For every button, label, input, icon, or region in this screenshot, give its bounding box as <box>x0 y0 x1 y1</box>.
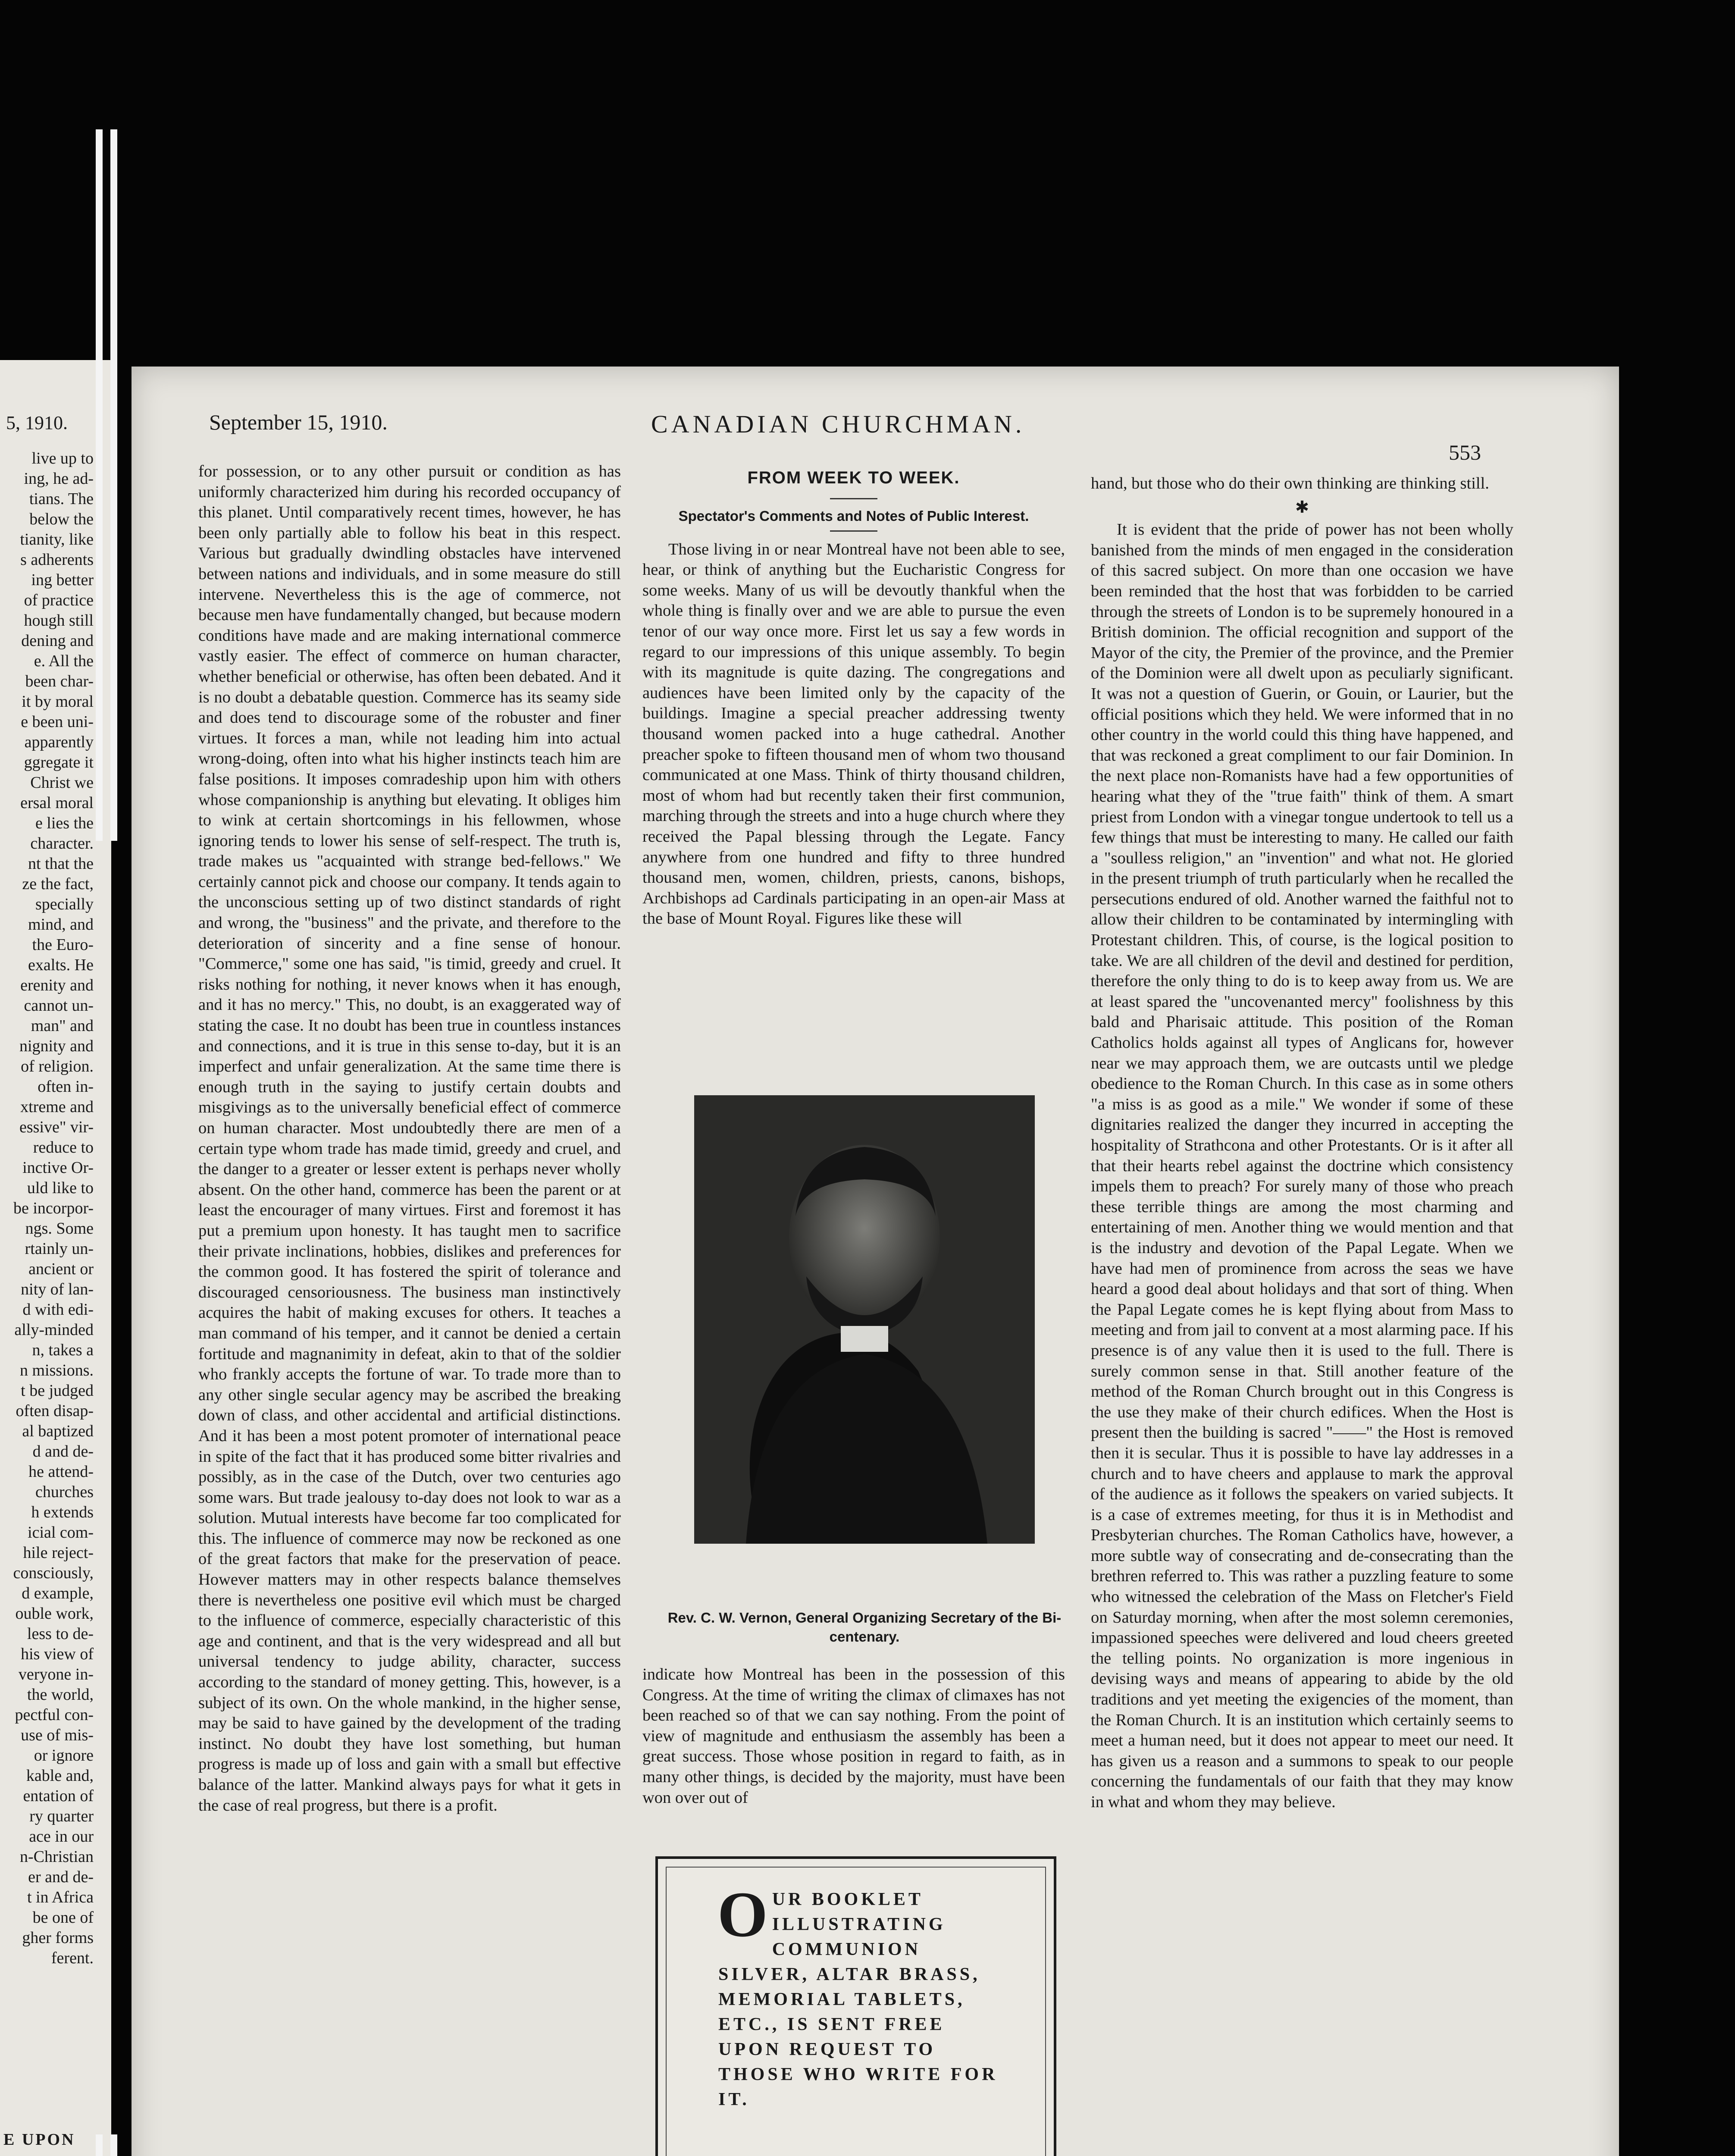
previous-page-line: be one of <box>32 1908 94 1927</box>
previous-page-line: gher forms <box>22 1929 94 1947</box>
previous-page-line: nignity and <box>19 1037 94 1055</box>
previous-page-line: kable and, <box>26 1767 94 1785</box>
previous-page-line: veryone in- <box>18 1665 94 1683</box>
portrait-photo <box>694 1095 1035 1544</box>
article-column-right <box>1091 473 1513 1813</box>
previous-page-line: n-Christian <box>20 1848 94 1866</box>
article-column-center <box>642 468 1065 929</box>
article-paragraph: Those living in or near Montreal have not been able to see, hear, or think of anything but the Eucharistic Congress for some weeks. Many of us will be devoutly thankful when the whole thing is finally over and we are able to pursue the even tenor of our way once more. First let us say a few words in regard to our impressions of this unique assembly. To begin with its magnitude is quite dazing. The congregations and audiences have been limited only by the capacity of the buildings. Imagine a special preacher addressing twenty thousand women packed into a huge cathedral. Another preacher spoke to fifteen thousand men of whom two thousand communicated at one Mass. Think of thirty thousand children, most of whom had but recently taken their first communion, marching through the streets and into a huge church where they received the Papal blessing through the Legate. Fancy anywhere from one hundred and fifty to three hundred thousand men, women, children, priests, canons, bishops, Archbishops ad Cardinals participating in an open-air Mass at the base of Mount Royal. Figures like these will <box>642 540 1065 928</box>
previous-page-line: often disap- <box>16 1402 94 1420</box>
previous-page-line: churches <box>35 1483 94 1501</box>
portrait-illustration <box>694 1095 1035 1544</box>
previous-page-line: cannot un- <box>24 997 94 1015</box>
previous-page-line: man" and <box>31 1017 94 1035</box>
article-paragraph: for possession, or to any other pursuit or condition as has uniformly characterized him during his recorded occupancy of this planet. Until comparatively recent times, however, he has been only partially able to follow his beat in this respect. Various but gradually dwindling obstacles have intervened between nations and individuals, and in some measure do still intervene. Nevertheless this is the age of commerce, not because men have fundamentally changed, but because modern conditions have made and are making international commerce vastly easier. The effect of commerce on human character, whether beneficial or otherwise, has often been debated. And it is no doubt a debatable question. Commerce has its seamy side and does tend to discourage some of the robuster and finer virtues. It forces a man, while not leading him into actual wrong-doing, often into what his higher instincts teach him are false positions. It imposes comradeship upon him with others whose companionship is anything but elevating. It obliges him to wink at certain shortcomings in his fellowmen, whose ignoring tends to lower his sense of self-respect. The truth is, trade makes us "acquainted with strange bed-fellows." We certainly cannot pick and choose our company. It tends again to the unconscious setting up of two distinct standards of right and wrong, the "business" and the private, and therefore to the deterioration of sincerity and a fine sense of honour. "Commerce," some one has said, "is timid, greedy and cruel. It risks nothing for nothing, it never knows when it has enough, and it has no mercy." This, no doubt, is an exaggerated way of stating the case. It no doubt has been true in countless instances and connections, and it is true in this sense to-day, but it is an imperfect and unfair generalization. At the same time there is enough truth in the saying to justify certain doubts and misgivings as to the universally beneficial effect of commerce on human character. Most undoubtedly there are men of a certain type whom trade has made timid, greedy and cruel, and the danger to a greater or lesser extent is perhaps never wholly absent. On the other hand, commerce has been the parent or at least the encourager of many virtues. First and foremost it has put a premium upon honesty. It has taught men to sacrifice their private inclinations, hobbies, dislikes and preferences for the common good. It has fostered the spirit of tolerance and discouraged censoriousness. The business man instinctively acquires the habit of making excuses for others. It teaches a man command of his temper, and it cannot be denied a certain fortitude and magnanimity in defeat, akin to that of the soldier who frankly accepts the fortune of war. To trade more than to any other single secular agency may be ascribed the breaking down of class, and other accidental and artificial distinctions. And it has been a most potent promoter of international peace in spite of the fact that it has produced some bitter rivalries and possibly, as in the case of the Dutch, over two centuries ago some wars. But trade jealousy to-day does not look to war as a solution. Mutual interests have become far too complicated for this. The influence of commerce may now be reckoned as one of the great factors that make for the preservation of peace. However matters may in other respects balance themselves there is nevertheless one positive evil which must be charged to the influence of commerce, especially characteristic of this age and continent, and that is the very widespread and all but universal tendency to judge ability, character, success according to the standard of money getting. This, however, is a subject of its own. On the whole mankind, in the higher sense, may be said to have gained by the development of the trading instinct. No doubt they have lost something, but human progress is made up of loss and gain with a small but effective balance of the latter. Mankind always pays for what it gets in the case of real progress, but there is a profit. <box>198 462 621 1814</box>
previous-page-line: pectful con- <box>15 1706 94 1724</box>
binding-strip <box>96 129 103 841</box>
page-number: 553 <box>1449 440 1481 464</box>
previous-page-line: n missions. <box>19 1361 94 1379</box>
previous-page-line: d example, <box>22 1584 94 1602</box>
previous-page-line: ggregate it <box>24 753 94 771</box>
previous-page-line: below the <box>29 510 94 528</box>
previous-page-line: essive" vir- <box>19 1118 94 1136</box>
article-paragraph: It is evident that the pride of power has not been wholly banished from the minds of men engaged in the consideration of this sacred subject. On more than one occasion we have been reminded that the host that was forbidden to be carried through the streets of London is to be supremely honoured in a British dominion. The official recognition and support of the Mayor of the city, the Premier of the province, and the Premier of the Dominion were all dwelt upon as peculiarly significant. It was not a question of Guerin, or Gouin, or Laurier, but the official positions which they held. We were informed that in no other country in the world could this thing have happened, and that was reckoned a great compliment to our fair Dominion. In the next place non-Romanists have had a few opportunities of hearing what they of the "true faith" think of them. A smart priest from London with a vinegar tongue undertook to tell us a few things that must be interesting to many. He called our faith a "soulless religion," an "invention" and what not. He gloried in the present triumph of truth particularly when he recalled the persecutions endured of old. Another warned the faithful not to allow their children to be contaminated by intermingling with Protestant children. This, of course, is the logical position to take. We are all children of the devil and destined for perdition, therefore the only thing to do is to keep away from us. We are at least spared the "uncovenanted mercy" foolishness by this bald and Pharisaic attitude. This position of the Roman Catholics holds against all types of Anglicans for, however near we may approach them, we are outcasts until we pledge obedience to the Roman Church. In this case as in some others "a miss is as good as a mile." We wonder if some of these dignitaries realized the danger they incurred in accepting the hospitality of Strathcona and other Protestants. Or is it after all that their hearts rebel against the doctrine which consistency impels them to preach? For surely many of those who preach these terrible things are among the most charming and entertaining of men. Another thing we would mention and that is the industry and devotion of the Papal Legate. When we have had men of prominence from across the seas we have heard a good deal about holidays and that sort of thing. When the Papal Legate comes he is kept flying about from Mass to meeting and from jail to convent at a most alarming pace. If his presence is of any value then it is used to the full. There is surely common sense in that. Still another feature of the method of the Roman Church brought out in this Congress is the use they make of their church edifices. When the Host is present then the building is sacred "——" the Host is removed then it is secular. Thus it is possible to have lay addresses in a church and to have cheers and applause to mark the approval of the audience as it follows the speakers on varied subjects. It is a case of extremes meeting, for thus it is in Methodist and Presbyterian churches. The Roman Catholics have, however, a more subtle way of consecrating and de-consecrating than the brethren referred to. This was rather a puzzling feature to some who witnessed the celebration of the Mass on Fletcher's Field on Saturday morning, when after the most solemn ceremonies, impassioned speeches were delivered and loud cheers greeted the telling points. No organization is more ingenious in devising ways and means of appearing to abide by the old traditions and yet meeting the exigencies of the moment, than the Roman Church. It is an institution which certainly seems to meet a human need, but it does not appear to meet our need. It has given us a reason and a summons to speak to our people concerning the fundamentals of our faith that they may know in what and whom they may believe. <box>1091 520 1513 1811</box>
drop-cap: O <box>717 1879 768 1950</box>
previous-page-line: ouble work, <box>15 1604 94 1623</box>
previous-page-line: xtreme and <box>20 1098 94 1116</box>
previous-page-line: t in Africa <box>27 1888 94 1906</box>
previous-page-line: ngs. Some <box>25 1219 94 1238</box>
previous-page-line: often in- <box>38 1078 94 1096</box>
previous-page-line: e lies the <box>35 814 94 832</box>
heading-rule <box>830 530 877 532</box>
previous-page-line: ferent. <box>51 1949 94 1967</box>
binding-strip <box>110 129 117 841</box>
previous-page-line: dening and <box>21 632 94 650</box>
previous-page-fragment <box>0 360 111 2156</box>
previous-page-line: of practice <box>24 591 94 609</box>
column-heading: FROM WEEK TO WEEK. <box>747 468 960 487</box>
previous-page-line: the world, <box>27 1686 94 1704</box>
advertisement-box <box>655 1856 1056 2156</box>
previous-page-line: reduce to <box>33 1138 94 1156</box>
previous-page-column <box>5 448 94 1968</box>
advertisement-body: UR BOOKLET ILLUSTRATING COMMUNION SILVER, ALTAR BRASS, MEMORIAL TABLETS, ETC., IS SENT FREE UPON REQUEST TO THOSE WHO WRITE FOR IT. <box>718 1890 998 2109</box>
previous-page-line: it by moral <box>22 693 94 711</box>
article-column-left <box>198 461 621 1816</box>
previous-page-line: exalts. He <box>28 956 94 974</box>
previous-page-line: hough still <box>24 611 94 630</box>
previous-page-line: the Euro- <box>32 936 94 954</box>
previous-page-line: t be judged <box>21 1382 94 1400</box>
previous-page-line: n, takes a <box>32 1341 94 1359</box>
previous-page-line: character. <box>30 834 94 852</box>
previous-page-line: or ignore <box>34 1746 94 1764</box>
binding-strip <box>96 2134 103 2156</box>
previous-page-line: ace in our <box>29 1827 94 1846</box>
previous-page-line: ancient or <box>28 1260 94 1278</box>
section-break-mark: ✱ <box>1295 498 1309 517</box>
previous-page-line: been char- <box>25 672 94 690</box>
previous-page-line: specially <box>35 895 94 913</box>
previous-page-line: less to de- <box>27 1625 94 1643</box>
previous-page-line: his view of <box>21 1645 94 1663</box>
previous-page-line: be incorpor- <box>13 1199 94 1217</box>
previous-page-line: use of mis- <box>21 1726 94 1744</box>
previous-page-line: rtainly un- <box>25 1240 94 1258</box>
previous-page-line: consciously, <box>13 1564 94 1582</box>
previous-page-line: live up to <box>31 449 94 467</box>
newspaper-page <box>132 367 1619 2156</box>
previous-page-line: ally-minded <box>14 1321 94 1339</box>
previous-page-line: tians. The <box>29 490 94 508</box>
previous-page-line: h extends <box>31 1503 94 1521</box>
previous-page-line: hile reject- <box>23 1544 94 1562</box>
previous-page-line: entation of <box>23 1787 94 1805</box>
previous-page-line: inctive Or- <box>22 1159 94 1177</box>
article-column-center-continued <box>642 1664 1065 1808</box>
previous-page-line: s adherents <box>20 551 94 569</box>
previous-page-line: d and de- <box>32 1442 94 1460</box>
previous-page-line: uld like to <box>27 1179 94 1197</box>
binding-strip <box>110 2134 117 2156</box>
previous-page-line: Christ we <box>30 774 94 792</box>
article-paragraph: hand, but those who do their own thinking are thinking still. <box>1091 474 1489 492</box>
heading-rule <box>830 498 877 499</box>
previous-page-line: apparently <box>24 733 94 751</box>
previous-page-line: ry quarter <box>29 1807 94 1825</box>
issue-date: September 15, 1910. <box>209 410 388 434</box>
previous-page-line: mind, and <box>28 915 94 934</box>
previous-page-line: e been uni- <box>21 713 94 731</box>
column-subheading: Spectator's Comments and Notes of Public Interest. <box>678 508 1029 524</box>
photo-caption: Rev. C. W. Vernon, General Organizing Secretary of the Bi-centenary. <box>667 1610 1062 1645</box>
previous-page-line: icial com- <box>28 1523 94 1542</box>
previous-page-line: d with edi- <box>22 1300 94 1319</box>
publication-title: CANADIAN CHURCHMAN. <box>651 410 1025 438</box>
previous-page-line: al baptized <box>22 1422 94 1440</box>
previous-page-line: nity of lan- <box>21 1280 94 1298</box>
previous-page-line: ze the fact, <box>22 875 94 893</box>
previous-page-section-heading: E UPON <box>3 2131 75 2149</box>
previous-page-line: nt that the <box>28 855 94 873</box>
previous-page-line: he attend- <box>28 1463 94 1481</box>
previous-page-line: er and de- <box>28 1868 94 1886</box>
previous-page-line: ing better <box>31 571 94 589</box>
previous-page-line: ing, he ad- <box>24 470 94 488</box>
advertisement-offer <box>717 1879 999 2112</box>
previous-page-line: ersal moral <box>20 794 94 812</box>
previous-page-line: tianity, like <box>20 530 94 548</box>
previous-page-line: of religion. <box>21 1057 94 1075</box>
article-paragraph: indicate how Montreal has been in the possession of this Congress. At the time of writing the climax of climaxes has not been reached so of that we can say nothing. From the point of view of magnitude and enthusiasm the assembly has been a great success. Those whose position in regard to faith, as in many other things, is decided by the majority, must have been won over out of <box>642 1665 1065 1807</box>
previous-page-line: erenity and <box>20 976 94 994</box>
previous-page-line: e. All the <box>34 652 94 670</box>
previous-page-header: 5, 1910. <box>6 412 68 433</box>
